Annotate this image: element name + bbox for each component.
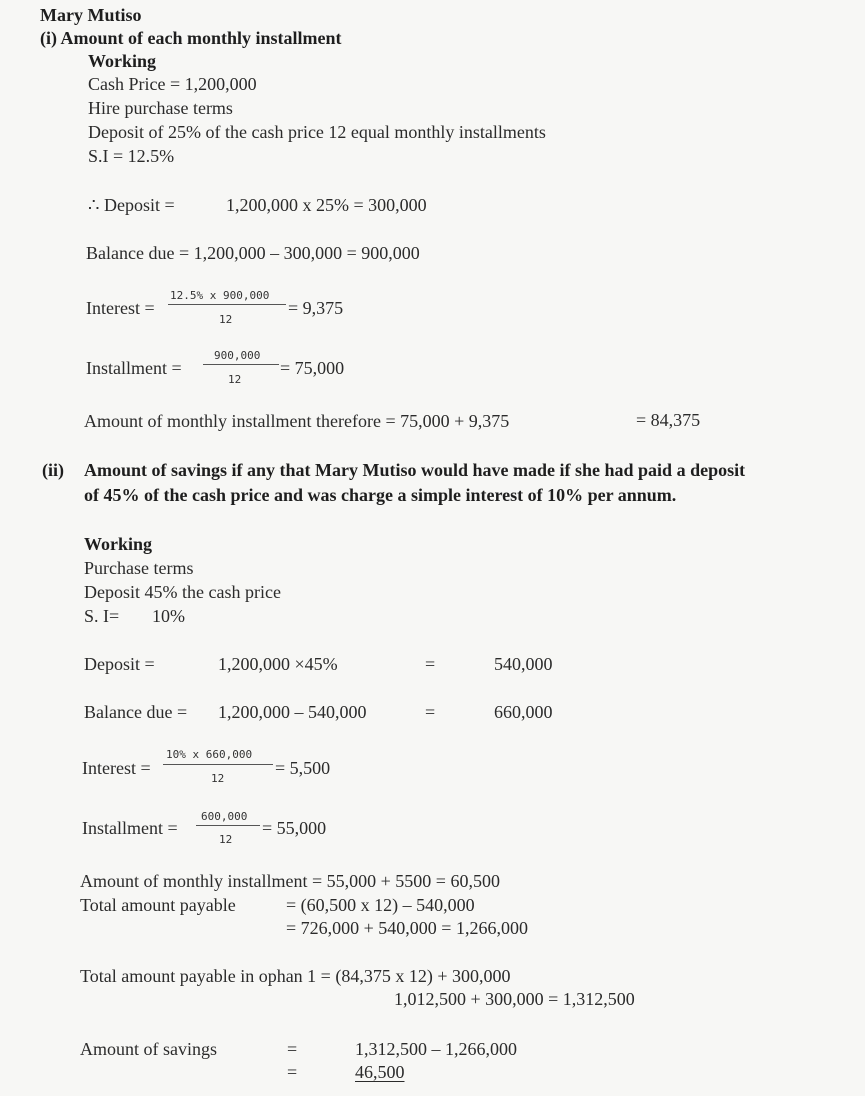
savings-label: Amount of savings (80, 1039, 217, 1059)
part2-interest-fraction-bar (163, 764, 273, 765)
savings-calc: 1,312,500 – 1,266,000 (355, 1039, 517, 1059)
part1-installment-numerator: 900,000 (214, 349, 261, 362)
part2-installment-numerator: 600,000 (201, 810, 248, 823)
part1-interest-result: = 9,375 (288, 298, 344, 318)
part2-installment-fraction-bar (196, 825, 260, 826)
part2-deposit-terms: Deposit 45% the cash price (84, 582, 281, 602)
part1-deposit-terms: Deposit of 25% of the cash price 12 equal monthly installments (88, 122, 546, 142)
part2-monthly-installment: Amount of monthly installment = 55,000 + 5500 = 60,500 (80, 871, 500, 891)
part1-deposit-label: ∴ Deposit = (88, 195, 175, 215)
savings-value: 46,500 (355, 1062, 405, 1082)
part2-balance-calc: 1,200,000 – 540,000 (218, 702, 367, 722)
part1-simple-interest: S.I = 12.5% (88, 146, 175, 166)
part1-heading: (i) Amount of each monthly installment (40, 28, 342, 48)
part2-interest-denominator: 12 (211, 772, 225, 785)
part2-balance-equals: = (425, 702, 436, 722)
part1-cash-price: Cash Price = 1,200,000 (88, 74, 257, 94)
part2-working-title: Working (84, 534, 153, 554)
part2-total-label: Total amount payable (80, 895, 236, 915)
part2-installment-label: Installment = (82, 818, 178, 838)
part1-installment-label: Installment = (86, 358, 182, 378)
option1-total-line2: 1,012,500 + 300,000 = 1,312,500 (394, 989, 635, 1009)
part2-interest-result: = 5,500 (275, 758, 331, 778)
part1-working-title: Working (88, 51, 157, 71)
part1-balance-due: Balance due = 1,200,000 – 300,000 = 900,000 (86, 243, 420, 263)
part2-deposit-value: 540,000 (494, 654, 553, 674)
part2-terms: Purchase terms (84, 558, 194, 578)
part1-terms: Hire purchase terms (88, 98, 233, 118)
part1-interest-numerator: 12.5% x 900,000 (170, 289, 270, 302)
part2-installment-result: = 55,000 (262, 818, 327, 838)
option1-total-line1: Total amount payable in ophan 1 = (84,375 x 12) + 300,000 (80, 966, 511, 986)
part2-heading-line2: of 45% of the cash price and was charge a simple interest of 10% per annum. (84, 485, 677, 505)
part2-interest-label: Interest = (82, 758, 151, 778)
part2-si-label: S. I= (84, 606, 120, 626)
part2-balance-value: 660,000 (494, 702, 553, 722)
savings-equals-2: = (287, 1062, 298, 1082)
part1-monthly-result: = 84,375 (636, 410, 701, 430)
part2-heading-line1: Amount of savings if any that Mary Mutiso would have made if she had paid a deposit (84, 460, 746, 480)
savings-equals-1: = (287, 1039, 298, 1059)
part1-installment-result: = 75,000 (280, 358, 345, 378)
part1-deposit-calc: 1,200,000 x 25% = 300,000 (226, 195, 427, 215)
part2-total-line2: = 726,000 + 540,000 = 1,266,000 (286, 918, 528, 938)
part1-installment-fraction-bar (203, 364, 279, 365)
part1-installment-denominator: 12 (228, 373, 242, 386)
part2-deposit-calc: 1,200,000 ×45% (218, 654, 338, 674)
part2-deposit-label: Deposit = (84, 654, 155, 674)
part2-balance-label: Balance due = (84, 702, 188, 722)
part2-interest-numerator: 10% x 660,000 (166, 748, 253, 761)
part2-heading-number: (ii) (42, 460, 64, 480)
part2-deposit-equals: = (425, 654, 436, 674)
author-name: Mary Mutiso (40, 5, 142, 25)
part1-monthly-installment: Amount of monthly installment therefore = 75,000 + 9,375 (84, 411, 510, 431)
part1-interest-fraction-bar (168, 304, 286, 305)
part2-si-value: 10% (152, 606, 185, 626)
part2-installment-denominator: 12 (219, 833, 233, 846)
part2-total-line1: = (60,500 x 12) – 540,000 (286, 895, 475, 915)
part1-interest-denominator: 12 (219, 313, 233, 326)
part1-interest-label: Interest = (86, 298, 155, 318)
